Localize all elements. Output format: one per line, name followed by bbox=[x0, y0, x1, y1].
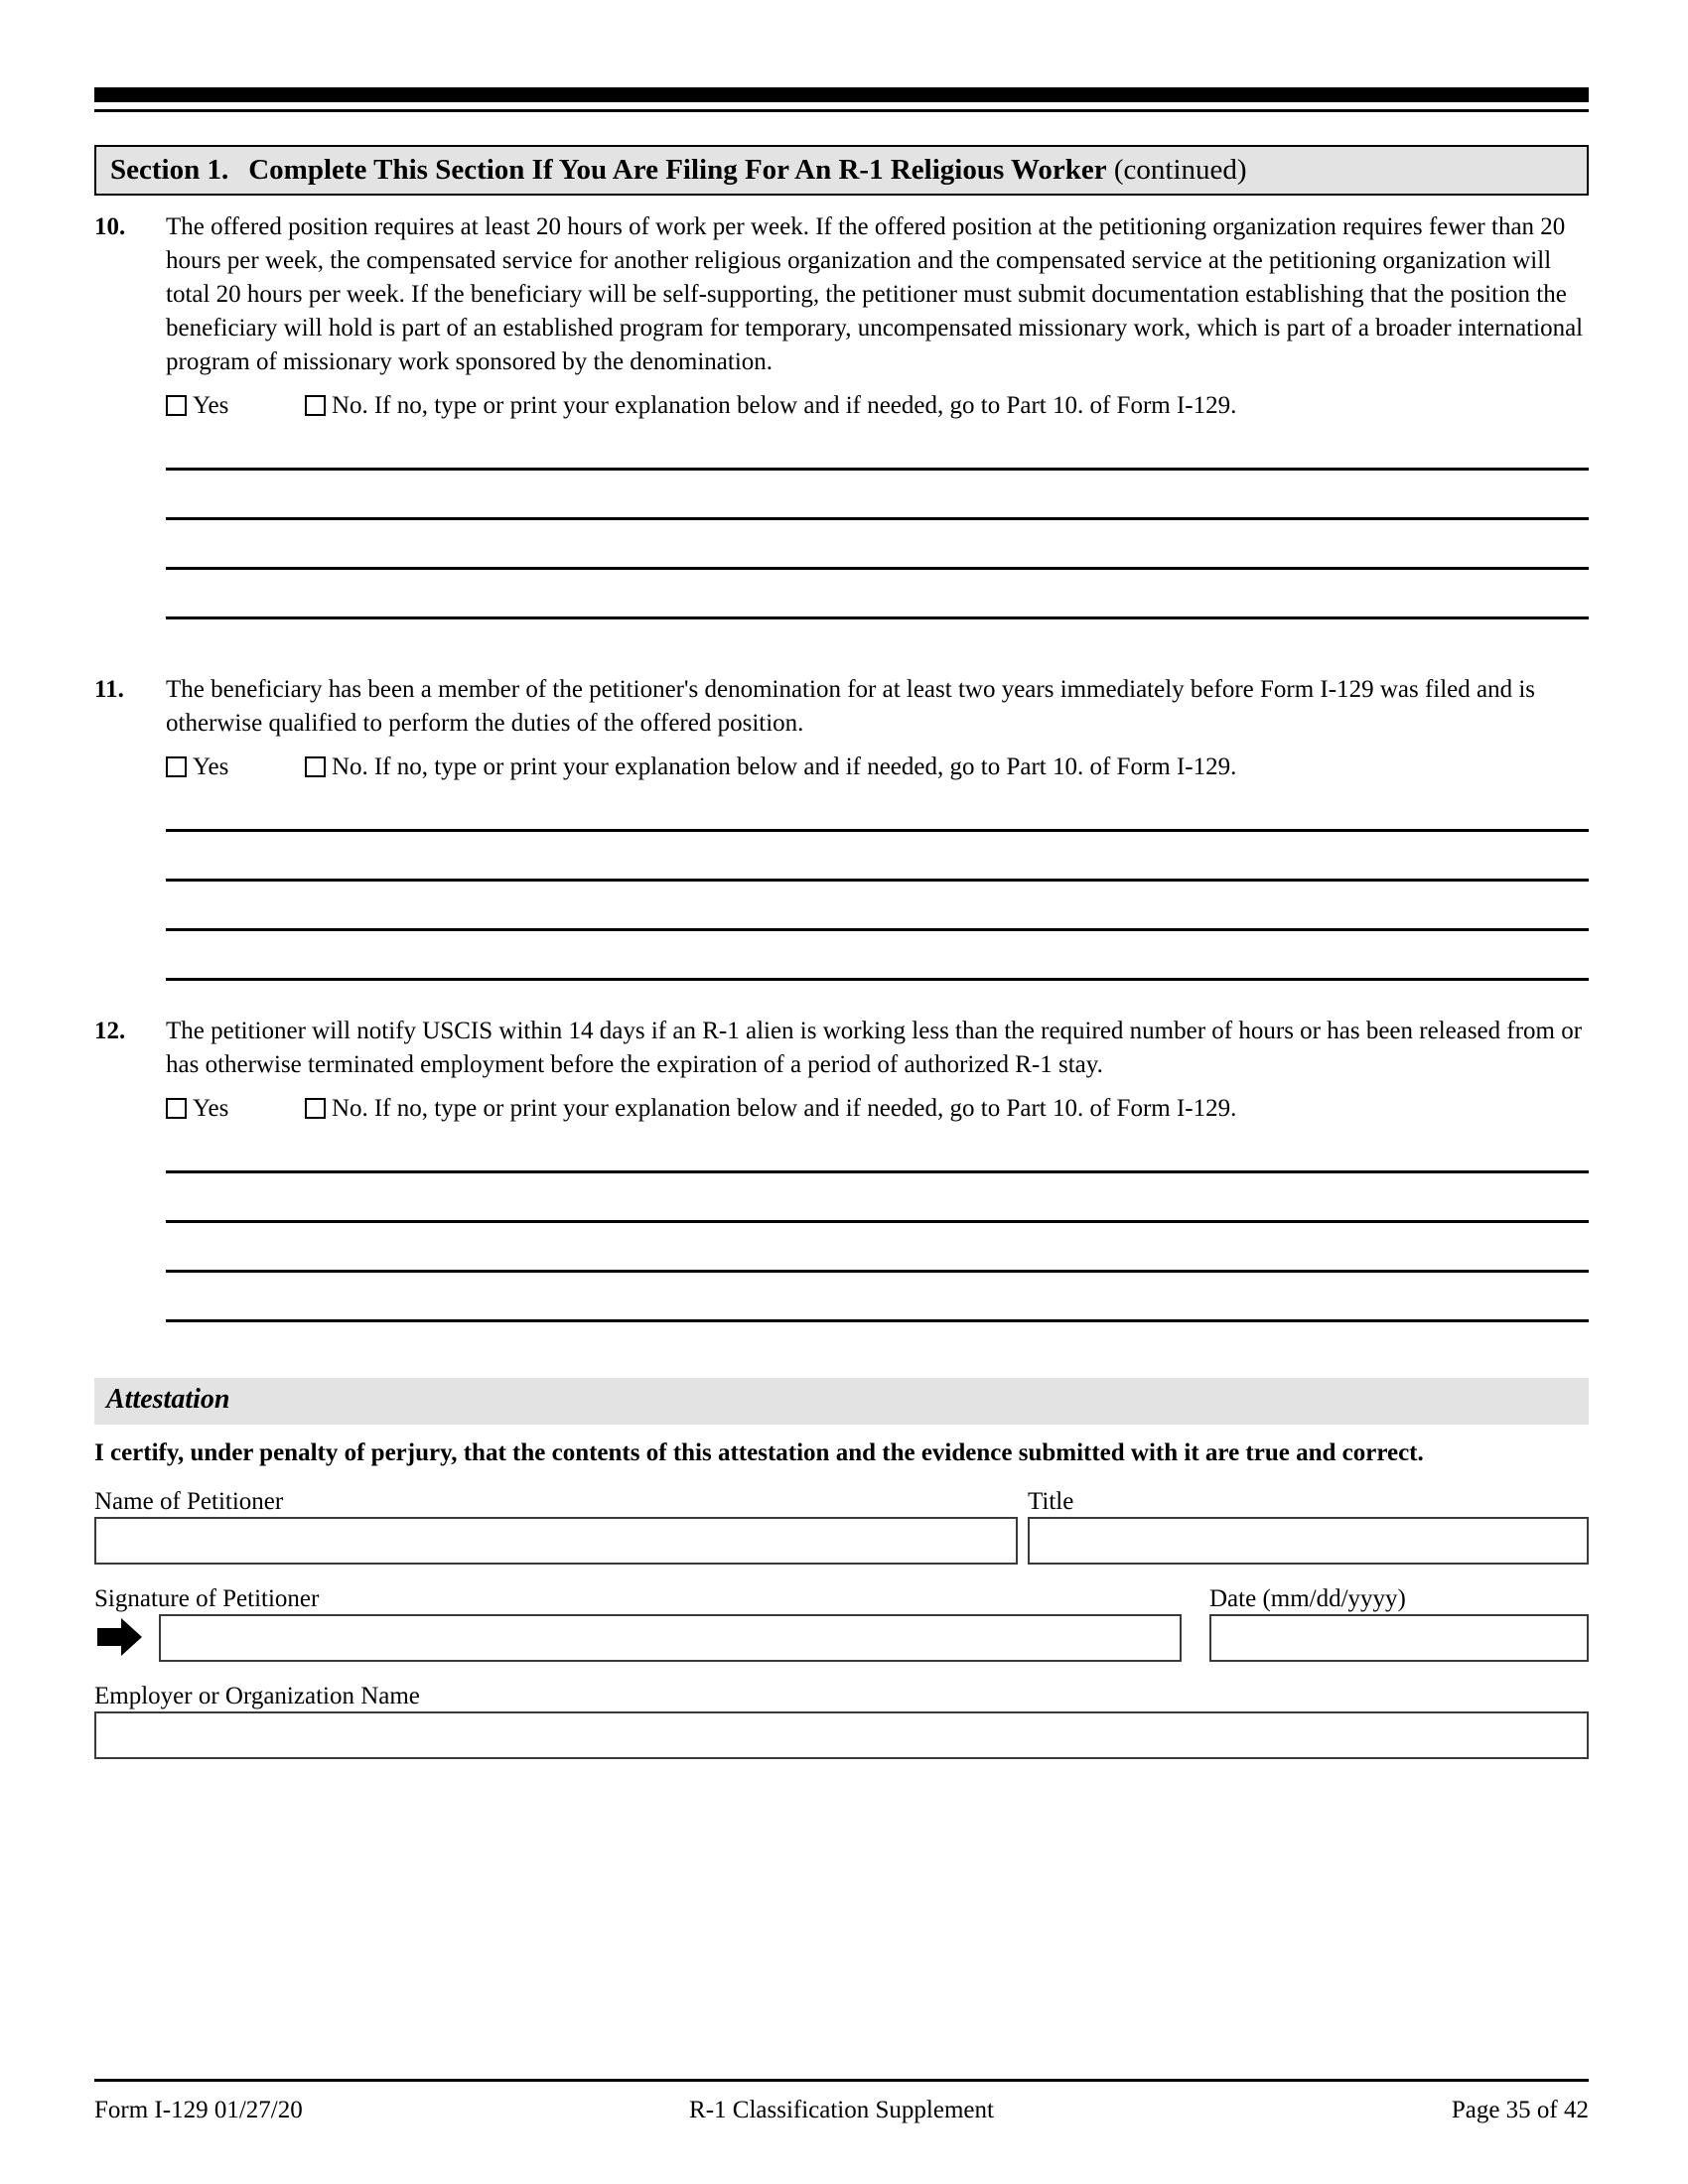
question-11-no-checkbox[interactable] bbox=[305, 756, 326, 777]
question-12-no-note-suffix: . bbox=[1230, 1095, 1237, 1122]
question-10-number: 10. bbox=[94, 213, 126, 240]
answer-line[interactable] bbox=[166, 928, 1589, 931]
title-label: Title bbox=[1028, 1488, 1074, 1515]
question-11-no-note-suffix: . bbox=[1230, 753, 1237, 780]
question-12-yes-checkbox[interactable] bbox=[166, 1098, 187, 1119]
question-10-yes-option[interactable] bbox=[166, 391, 305, 421]
question-11-yes-label: Yes bbox=[193, 753, 229, 780]
footer-supplement-title: R-1 Classification Supplement bbox=[689, 2097, 994, 2123]
question-12-answer-lines[interactable] bbox=[166, 1170, 1589, 1322]
footer-page-number: Page 35 of 42 bbox=[1451, 2097, 1589, 2123]
answer-line[interactable] bbox=[166, 567, 1589, 570]
question-10-no-note-prefix: If no, type or print your explanation below and if needed, go to bbox=[373, 392, 1007, 419]
question-12-text: The petitioner will notify USCIS within 14 days if an R-1 alien is working less than the required number of hours or has been released from or has otherwise terminated employment before the expiration of a period of authorized R-1 stay. bbox=[166, 1018, 1583, 1078]
question-11-no-note bbox=[374, 752, 1237, 782]
name-of-petitioner-label: Name of Petitioner bbox=[94, 1488, 284, 1515]
question-11-number: 11. bbox=[94, 676, 124, 703]
question-10-no-note-suffix: . bbox=[1230, 392, 1237, 419]
question-11 bbox=[94, 673, 1589, 981]
question-10 bbox=[94, 210, 1589, 619]
answer-line[interactable] bbox=[166, 468, 1589, 471]
signature-of-petitioner-field[interactable] bbox=[159, 1614, 1182, 1662]
answer-line[interactable] bbox=[166, 616, 1589, 619]
footer-divider bbox=[94, 2079, 1589, 2082]
question-12-no-note bbox=[374, 1094, 1237, 1124]
thick-rule bbox=[94, 87, 1589, 102]
employer-or-organization-name-field[interactable] bbox=[94, 1711, 1589, 1759]
section-header-bar bbox=[94, 145, 1589, 196]
question-10-yes-checkbox[interactable] bbox=[166, 395, 187, 416]
question-12-number: 12. bbox=[94, 1018, 126, 1044]
answer-line[interactable] bbox=[166, 1220, 1589, 1223]
section-number: Section 1. bbox=[110, 154, 229, 186]
question-12 bbox=[94, 1015, 1589, 1322]
question-10-no-note bbox=[374, 391, 1237, 421]
rule-gap bbox=[94, 102, 1589, 109]
section-title: Complete This Section If You Are Filing For An R-1 Religious Worker bbox=[248, 154, 1107, 186]
question-11-choices bbox=[166, 752, 1589, 782]
question-10-no-checkbox[interactable] bbox=[305, 395, 326, 416]
question-11-yes-option[interactable] bbox=[166, 752, 305, 782]
question-10-choices bbox=[166, 391, 1589, 421]
question-12-no-note-reference: Part 10. of Form I-129 bbox=[1006, 1095, 1231, 1122]
thin-rule bbox=[94, 109, 1589, 112]
question-12-no-note-prefix: If no, type or print your explanation below and if needed, go to bbox=[373, 1095, 1007, 1122]
question-11-answer-lines[interactable] bbox=[166, 829, 1589, 981]
question-12-no-checkbox[interactable] bbox=[305, 1098, 326, 1119]
date-label: Date (mm/dd/yyyy) bbox=[1209, 1585, 1406, 1612]
section-continued-label: (continued) bbox=[1113, 154, 1247, 186]
answer-line[interactable] bbox=[166, 1270, 1589, 1273]
question-12-yes-label: Yes bbox=[193, 1095, 229, 1122]
attestation-certification-text: I certify, under penalty of perjury, that the contents of this attestation and the evidence submitted with it are true and correct. bbox=[94, 1439, 1424, 1466]
question-11-text: The beneficiary has been a member of the petitioner's denomination for at least two years immediately before Form I-129 was filed and is otherwise qualified to perform the duties of the offered position. bbox=[166, 676, 1536, 737]
answer-line[interactable] bbox=[166, 829, 1589, 832]
question-12-no-label: No. bbox=[332, 1095, 368, 1122]
answer-line[interactable] bbox=[166, 1319, 1589, 1322]
signature-of-petitioner-label: Signature of Petitioner bbox=[94, 1585, 320, 1612]
question-10-text: The offered position requires at least 20 hours of work per week. If the offered position at the petitioning organization requires fewer than 20 hours per week, the compensated service for another religious organization and the compensated service at the petitioning organization will total 20 hours per week. If the beneficiary will be self-supporting, the petitioner must submit documentation establishing that the position the beneficiary will hold is part of an established program for temporary, uncompensated missionary work, which is part of a broader international program of missionary work sponsored by the denomination. bbox=[166, 213, 1584, 375]
page-top-rules bbox=[94, 87, 1589, 112]
question-12-yes-option[interactable] bbox=[166, 1094, 305, 1124]
question-12-choices bbox=[166, 1094, 1589, 1124]
question-10-yes-label: Yes bbox=[193, 392, 229, 419]
title-field[interactable] bbox=[1028, 1517, 1589, 1565]
question-11-no-label: No. bbox=[332, 753, 368, 780]
question-11-no-option[interactable] bbox=[305, 752, 1236, 782]
footer-form-id: Form I-129 01/27/20 bbox=[94, 2097, 303, 2123]
answer-line[interactable] bbox=[166, 879, 1589, 882]
answer-line[interactable] bbox=[166, 517, 1589, 520]
question-10-no-note-reference: Part 10. of Form I-129 bbox=[1006, 392, 1231, 419]
question-11-no-note-reference: Part 10. of Form I-129 bbox=[1006, 753, 1231, 780]
question-11-no-note-prefix: If no, type or print your explanation below and if needed, go to bbox=[373, 753, 1007, 780]
question-10-no-option[interactable] bbox=[305, 391, 1236, 421]
name-of-petitioner-field[interactable] bbox=[94, 1517, 1018, 1565]
attestation-header: Attestation bbox=[94, 1378, 1589, 1425]
date-field[interactable] bbox=[1209, 1614, 1589, 1662]
employer-or-organization-name-label: Employer or Organization Name bbox=[94, 1683, 420, 1709]
answer-line[interactable] bbox=[166, 978, 1589, 981]
question-10-answer-lines[interactable] bbox=[166, 468, 1589, 619]
question-12-no-option[interactable] bbox=[305, 1094, 1236, 1124]
question-10-no-label: No. bbox=[332, 392, 368, 419]
answer-line[interactable] bbox=[166, 1170, 1589, 1173]
question-11-yes-checkbox[interactable] bbox=[166, 756, 187, 777]
